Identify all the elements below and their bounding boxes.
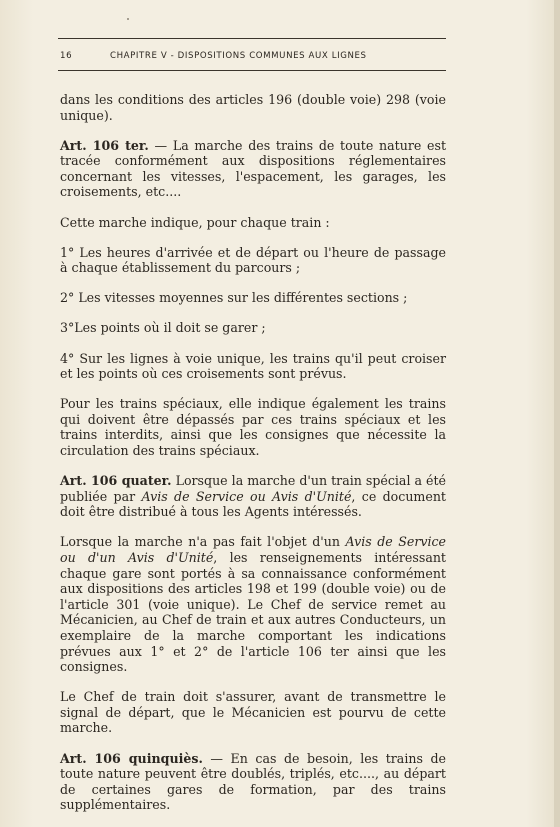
page-body [60, 92, 446, 827]
chapter-title: CHAPITRE V - DISPOSITIONS COMMUNES AUX LIGNES [110, 51, 367, 61]
paragraph-continuation: dans les conditions des articles 196 (double voie) 298 (voie unique). [60, 92, 446, 123]
article-label: Art. 106 quinquiès. [60, 750, 203, 766]
paragraph-no-avis: Lorsque la marche n'a pas fait l'objet d'un Avis de Service ou d'un Avis d'Unité, les renseignements intéressant chaque gare sont portés à sa connaissance conformément aux dispositions des articles 198 et 199 (double voie) ou de l'article 301 (voie unique). Le Chef de service remet au Mécanicien, au Chef de train et aux autres Conducteurs, un exemplaire de la marche comportant les indications prévues aux 1° et 2° de l'article 106 ter ainsi que les consignes. [60, 534, 446, 675]
article-label: Art. 106 ter. [60, 137, 149, 153]
page-number: 16 [60, 51, 73, 61]
list-item-2: 2° Les vitesses moyennes sur les différentes sections ; [60, 290, 408, 306]
paragraph-special-trains: Pour les trains spéciaux, elle indique également les trains qui doivent être dépassés par ces trains spéciaux et les trains interdits, ainsi que les consignes que nécessite la circulation des trains spéciaux. [60, 396, 446, 458]
list-item-4: 4° Sur les lignes à voie unique, les trains qu'il peut croiser et les points où ces croisements sont prévus. [60, 350, 446, 382]
page-edge [554, 0, 560, 827]
ink-speck [127, 18, 129, 20]
header-bottom-rule [58, 70, 446, 71]
paragraph-intro: Cette marche indique, pour chaque train : [60, 214, 330, 230]
header-top-rule [58, 38, 446, 39]
article-106-ter: Art. 106 ter. — La marche des trains de toute nature est tracée conformément aux dispositions réglementaires concernant les vitesses, l'espacement, les garages, les croisements, etc.... [60, 137, 447, 200]
paragraph-chef-de-train: Le Chef de train doit s'assurer, avant de transmettre le signal de départ, que le Mécanicien est pourvu de cette marche. [60, 689, 446, 736]
article-106-quinquies: Art. 106 quinquiès. — En cas de besoin, les trains de toute nature peuvent être doublés, triplés, etc...., au départ de certaines gares de formation, par des trains supplémentaires. [60, 750, 446, 813]
list-item-3: 3°Les points où il doit se garer ; [60, 320, 266, 336]
list-item-1: 1° Les heures d'arrivée et de départ ou l'heure de passage à chaque établissement du parcours ; [60, 244, 446, 276]
article-106-quater: Art. 106 quater. Lorsque la marche d'un train spécial a été publiée par Avis de Service ou Avis d'Unité, ce document doit être distribué à tous les Agents intéressés. [60, 473, 447, 520]
article-label: Art. 106 quater. [60, 473, 172, 489]
